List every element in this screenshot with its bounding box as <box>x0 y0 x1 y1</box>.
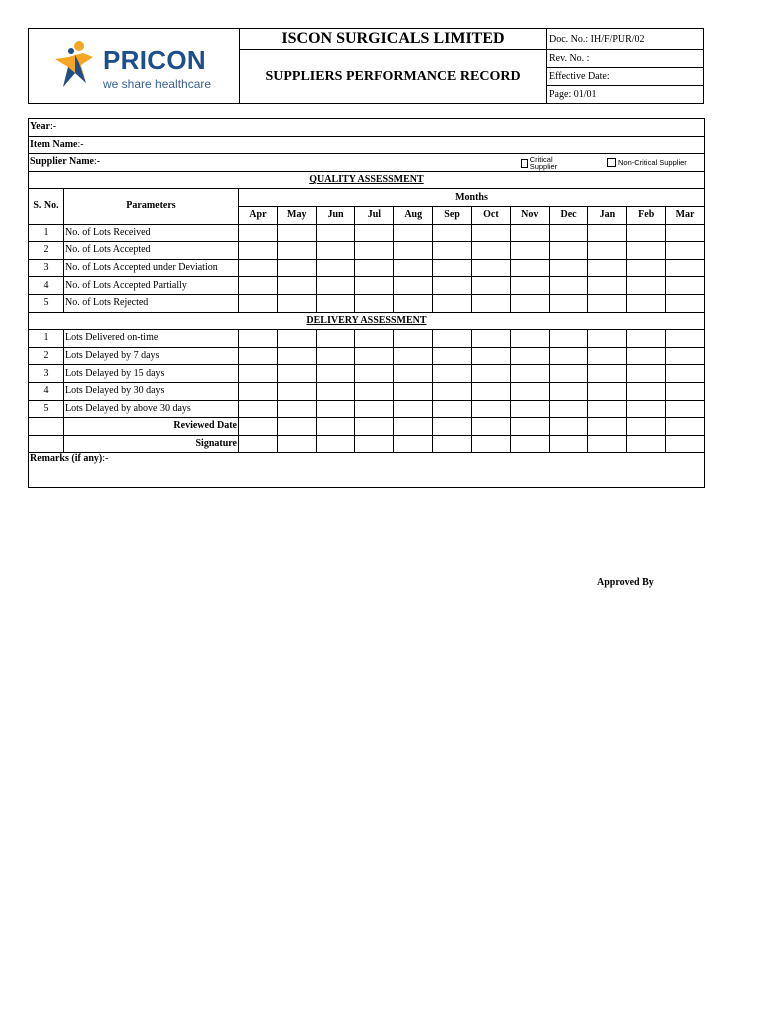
delivery-row-2-jul-cell[interactable] <box>355 347 394 365</box>
revision-number: Rev. No. : <box>547 50 704 68</box>
doc-number: Doc. No.: IH/F/PUR/02 <box>547 29 704 50</box>
effective-date: Effective Date: <box>547 68 704 86</box>
critical-supplier-option[interactable] <box>521 156 565 170</box>
month-header-mar: Mar <box>666 206 705 224</box>
reviewed-date-mar-cell[interactable] <box>666 418 705 436</box>
supplier-name-row <box>29 154 705 172</box>
signature-jul-cell[interactable] <box>355 435 394 453</box>
delivery-row-1-oct-cell[interactable] <box>471 330 510 348</box>
parameters-header: Parameters <box>64 189 239 224</box>
quality-row-5-may-cell[interactable] <box>277 294 316 312</box>
column-header-row <box>29 189 705 207</box>
quality-row-1-feb-cell[interactable] <box>627 224 666 242</box>
page-number: Page: 01/01 <box>547 86 704 104</box>
serial-number: 3 <box>29 259 64 277</box>
month-header-sep: Sep <box>433 206 472 224</box>
delivery-row-4-jun-cell[interactable] <box>316 382 355 400</box>
quality-row-4-jun-cell[interactable] <box>316 277 355 295</box>
quality-row-5-aug-cell[interactable] <box>394 294 433 312</box>
quality-row-4-feb-cell[interactable] <box>627 277 666 295</box>
quality-row-2-dec-cell[interactable] <box>549 242 588 260</box>
reviewed-date-jan-cell[interactable] <box>588 418 627 436</box>
quality-row-4-oct-cell[interactable] <box>471 277 510 295</box>
serial-number: 1 <box>29 330 64 348</box>
table-row <box>29 259 705 277</box>
quality-row-3-jun-cell[interactable] <box>316 259 355 277</box>
quality-row-4-nov-cell[interactable] <box>510 277 549 295</box>
quality-row-2-sep-cell[interactable] <box>433 242 472 260</box>
quality-row-1-dec-cell[interactable] <box>549 224 588 242</box>
month-header-jun: Jun <box>316 206 355 224</box>
delivery-row-1-jun-cell[interactable] <box>316 330 355 348</box>
quality-row-5-jul-cell[interactable] <box>355 294 394 312</box>
delivery-row-2-dec-cell[interactable] <box>549 347 588 365</box>
serial-number: 5 <box>29 294 64 312</box>
delivery-row-4-dec-cell[interactable] <box>549 382 588 400</box>
item-name-label: Item Name <box>30 138 78 150</box>
year-label: Year <box>30 121 50 133</box>
month-header-apr: Apr <box>239 206 278 224</box>
quality-row-3-nov-cell[interactable] <box>510 259 549 277</box>
signature-apr-cell[interactable] <box>239 435 278 453</box>
quality-row-5-sep-cell[interactable] <box>433 294 472 312</box>
quality-row-2-nov-cell[interactable] <box>510 242 549 260</box>
parameter-label: No. of Lots Accepted <box>64 242 239 260</box>
logo-cell <box>29 29 240 104</box>
delivery-row-5-jan-cell[interactable] <box>588 400 627 418</box>
quality-row-3-may-cell[interactable] <box>277 259 316 277</box>
quality-row-3-aug-cell[interactable] <box>394 259 433 277</box>
delivery-row-3-may-cell[interactable] <box>277 365 316 383</box>
quality-row-3-apr-cell[interactable] <box>239 259 278 277</box>
delivery-row-1-sep-cell[interactable] <box>433 330 472 348</box>
company-logo <box>53 37 223 93</box>
quality-row-4-dec-cell[interactable] <box>549 277 588 295</box>
reviewed-date-aug-cell[interactable] <box>394 418 433 436</box>
delivery-row-2-may-cell[interactable] <box>277 347 316 365</box>
delivery-row-2-jan-cell[interactable] <box>588 347 627 365</box>
quality-row-4-jul-cell[interactable] <box>355 277 394 295</box>
delivery-row-2-feb-cell[interactable] <box>627 347 666 365</box>
performance-table <box>28 118 705 488</box>
quality-row-1-may-cell[interactable] <box>277 224 316 242</box>
reviewed-date-jul-cell[interactable] <box>355 418 394 436</box>
item-name-field[interactable] <box>29 136 705 154</box>
table-row <box>29 224 705 242</box>
delivery-row-2-oct-cell[interactable] <box>471 347 510 365</box>
signature-aug-cell[interactable] <box>394 435 433 453</box>
month-header-feb: Feb <box>627 206 666 224</box>
reviewed-date-jun-cell[interactable] <box>316 418 355 436</box>
signature-jun-cell[interactable] <box>316 435 355 453</box>
table-row <box>29 330 705 348</box>
delivery-row-2-nov-cell[interactable] <box>510 347 549 365</box>
delivery-row-3-oct-cell[interactable] <box>471 365 510 383</box>
quality-title-row <box>29 171 705 189</box>
delivery-row-4-mar-cell[interactable] <box>666 382 705 400</box>
signature-sep-cell[interactable] <box>433 435 472 453</box>
noncritical-supplier-option[interactable] <box>607 158 687 167</box>
noncritical-supplier-label: Non-Critical Supplier <box>618 158 687 168</box>
quality-row-2-apr-cell[interactable] <box>239 242 278 260</box>
delivery-row-3-feb-cell[interactable] <box>627 365 666 383</box>
supplier-name-field[interactable] <box>29 154 705 172</box>
quality-row-4-aug-cell[interactable] <box>394 277 433 295</box>
delivery-row-4-jan-cell[interactable] <box>588 382 627 400</box>
delivery-row-1-jan-cell[interactable] <box>588 330 627 348</box>
company-name: ISCON SURGICALS LIMITED <box>240 29 547 50</box>
critical-supplier-label: Critical Supplier <box>529 155 558 172</box>
delivery-row-1-jul-cell[interactable] <box>355 330 394 348</box>
year-row <box>29 119 705 137</box>
month-header-may: May <box>277 206 316 224</box>
reviewed-date-apr-cell[interactable] <box>239 418 278 436</box>
delivery-row-4-sep-cell[interactable] <box>433 382 472 400</box>
serial-number: 1 <box>29 224 64 242</box>
quality-row-1-mar-cell[interactable] <box>666 224 705 242</box>
remarks-row <box>29 453 705 488</box>
quality-row-3-jul-cell[interactable] <box>355 259 394 277</box>
quality-row-3-jan-cell[interactable] <box>588 259 627 277</box>
serial-number: 3 <box>29 365 64 383</box>
reviewed-date-nov-cell[interactable] <box>510 418 549 436</box>
quality-row-4-sep-cell[interactable] <box>433 277 472 295</box>
year-field[interactable] <box>29 119 705 137</box>
document-header <box>28 28 704 104</box>
brand-tagline: we share healthcare <box>103 77 212 91</box>
quality-row-1-sep-cell[interactable] <box>433 224 472 242</box>
quality-row-1-oct-cell[interactable] <box>471 224 510 242</box>
delivery-row-3-apr-cell[interactable] <box>239 365 278 383</box>
serial-number: 2 <box>29 242 64 260</box>
quality-row-4-apr-cell[interactable] <box>239 277 278 295</box>
quality-row-1-nov-cell[interactable] <box>510 224 549 242</box>
quality-row-2-oct-cell[interactable] <box>471 242 510 260</box>
signature-dec-cell[interactable] <box>549 435 588 453</box>
month-header-aug: Aug <box>394 206 433 224</box>
quality-row-5-nov-cell[interactable] <box>510 294 549 312</box>
table-row <box>29 242 705 260</box>
delivery-row-1-feb-cell[interactable] <box>627 330 666 348</box>
delivery-row-5-feb-cell[interactable] <box>627 400 666 418</box>
critical-supplier-checkbox[interactable] <box>521 159 528 168</box>
table-row <box>29 347 705 365</box>
delivery-row-2-jun-cell[interactable] <box>316 347 355 365</box>
quality-row-2-may-cell[interactable] <box>277 242 316 260</box>
serial-number: 5 <box>29 400 64 418</box>
year-suffix: :- <box>50 121 57 133</box>
reviewed-date-feb-cell[interactable] <box>627 418 666 436</box>
quality-row-3-sep-cell[interactable] <box>433 259 472 277</box>
delivery-row-5-dec-cell[interactable] <box>549 400 588 418</box>
delivery-row-5-jul-cell[interactable] <box>355 400 394 418</box>
delivery-row-5-jun-cell[interactable] <box>316 400 355 418</box>
signature-mar-cell[interactable] <box>666 435 705 453</box>
quality-assessment-title: QUALITY ASSESSMENT <box>29 171 705 189</box>
quality-row-2-jun-cell[interactable] <box>316 242 355 260</box>
quality-row-1-jan-cell[interactable] <box>588 224 627 242</box>
remarks-field[interactable] <box>29 453 705 488</box>
sno-header: S. No. <box>29 189 64 224</box>
delivery-row-3-nov-cell[interactable] <box>510 365 549 383</box>
delivery-row-3-aug-cell[interactable] <box>394 365 433 383</box>
supplier-name-label: Supplier Name <box>30 156 94 168</box>
delivery-row-4-apr-cell[interactable] <box>239 382 278 400</box>
parameter-label: Lots Delayed by 7 days <box>64 347 239 365</box>
approved-by-label: Approved By <box>597 577 654 588</box>
delivery-row-1-mar-cell[interactable] <box>666 330 705 348</box>
quality-row-2-jan-cell[interactable] <box>588 242 627 260</box>
parameter-label: No. of Lots Accepted Partially <box>64 277 239 295</box>
delivery-row-2-apr-cell[interactable] <box>239 347 278 365</box>
quality-row-3-oct-cell[interactable] <box>471 259 510 277</box>
quality-row-5-dec-cell[interactable] <box>549 294 588 312</box>
table-row <box>29 277 705 295</box>
signature-may-cell[interactable] <box>277 435 316 453</box>
parameter-label: No. of Lots Accepted under Deviation <box>64 259 239 277</box>
parameter-label: Lots Delayed by 30 days <box>64 382 239 400</box>
quality-row-3-dec-cell[interactable] <box>549 259 588 277</box>
delivery-row-3-jun-cell[interactable] <box>316 365 355 383</box>
signature-nov-cell[interactable] <box>510 435 549 453</box>
delivery-row-4-oct-cell[interactable] <box>471 382 510 400</box>
signature-label: Signature <box>64 435 239 453</box>
delivery-row-4-jul-cell[interactable] <box>355 382 394 400</box>
delivery-row-5-apr-cell[interactable] <box>239 400 278 418</box>
delivery-row-5-may-cell[interactable] <box>277 400 316 418</box>
quality-row-4-may-cell[interactable] <box>277 277 316 295</box>
delivery-row-4-aug-cell[interactable] <box>394 382 433 400</box>
quality-row-5-feb-cell[interactable] <box>627 294 666 312</box>
quality-row-5-jun-cell[interactable] <box>316 294 355 312</box>
reviewed-date-may-cell[interactable] <box>277 418 316 436</box>
quality-row-2-aug-cell[interactable] <box>394 242 433 260</box>
reviewed-date-row <box>29 418 705 436</box>
months-header: Months <box>239 189 705 207</box>
quality-row-1-jul-cell[interactable] <box>355 224 394 242</box>
delivery-row-1-dec-cell[interactable] <box>549 330 588 348</box>
quality-row-4-mar-cell[interactable] <box>666 277 705 295</box>
serial-number: 4 <box>29 277 64 295</box>
delivery-row-2-sep-cell[interactable] <box>433 347 472 365</box>
delivery-row-3-dec-cell[interactable] <box>549 365 588 383</box>
quality-row-2-mar-cell[interactable] <box>666 242 705 260</box>
signature-feb-cell[interactable] <box>627 435 666 453</box>
delivery-row-1-nov-cell[interactable] <box>510 330 549 348</box>
delivery-row-1-apr-cell[interactable] <box>239 330 278 348</box>
delivery-row-3-jul-cell[interactable] <box>355 365 394 383</box>
delivery-row-1-may-cell[interactable] <box>277 330 316 348</box>
supplier-name-suffix: :- <box>94 156 101 168</box>
delivery-title-row <box>29 312 705 330</box>
quality-row-3-feb-cell[interactable] <box>627 259 666 277</box>
delivery-row-5-nov-cell[interactable] <box>510 400 549 418</box>
delivery-row-4-feb-cell[interactable] <box>627 382 666 400</box>
delivery-row-2-mar-cell[interactable] <box>666 347 705 365</box>
star-person-icon <box>53 37 97 93</box>
quality-row-3-mar-cell[interactable] <box>666 259 705 277</box>
form-title: SUPPLIERS PERFORMANCE RECORD <box>240 50 547 104</box>
parameter-label: Lots Delivered on-time <box>64 330 239 348</box>
month-header-jan: Jan <box>588 206 627 224</box>
table-row <box>29 400 705 418</box>
month-header-dec: Dec <box>549 206 588 224</box>
delivery-row-2-aug-cell[interactable] <box>394 347 433 365</box>
serial-number: 2 <box>29 347 64 365</box>
table-row <box>29 294 705 312</box>
quality-row-2-feb-cell[interactable] <box>627 242 666 260</box>
month-header-nov: Nov <box>510 206 549 224</box>
item-name-suffix: :- <box>77 138 84 150</box>
signature-jan-cell[interactable] <box>588 435 627 453</box>
delivery-row-4-may-cell[interactable] <box>277 382 316 400</box>
quality-row-1-apr-cell[interactable] <box>239 224 278 242</box>
signature-row <box>29 435 705 453</box>
quality-row-5-jan-cell[interactable] <box>588 294 627 312</box>
month-header-oct: Oct <box>471 206 510 224</box>
delivery-row-5-aug-cell[interactable] <box>394 400 433 418</box>
parameter-label: Lots Delayed by 15 days <box>64 365 239 383</box>
quality-row-1-aug-cell[interactable] <box>394 224 433 242</box>
delivery-row-1-aug-cell[interactable] <box>394 330 433 348</box>
noncritical-supplier-checkbox[interactable] <box>607 158 616 167</box>
delivery-row-4-nov-cell[interactable] <box>510 382 549 400</box>
delivery-row-5-mar-cell[interactable] <box>666 400 705 418</box>
reviewed-date-oct-cell[interactable] <box>471 418 510 436</box>
brand-name: PRICON <box>103 45 206 75</box>
quality-row-5-oct-cell[interactable] <box>471 294 510 312</box>
reviewed-date-sep-cell[interactable] <box>433 418 472 436</box>
reviewed-date-blank <box>29 418 64 436</box>
parameter-label: Lots Delayed by above 30 days <box>64 400 239 418</box>
parameter-label: No. of Lots Received <box>64 224 239 242</box>
delivery-row-3-sep-cell[interactable] <box>433 365 472 383</box>
remarks-suffix: :- <box>102 453 109 465</box>
delivery-row-3-mar-cell[interactable] <box>666 365 705 383</box>
month-header-jul: Jul <box>355 206 394 224</box>
delivery-row-5-oct-cell[interactable] <box>471 400 510 418</box>
parameter-label: No. of Lots Rejected <box>64 294 239 312</box>
table-row <box>29 365 705 383</box>
quality-row-1-jun-cell[interactable] <box>316 224 355 242</box>
reviewed-date-label: Reviewed Date <box>64 418 239 436</box>
delivery-row-3-jan-cell[interactable] <box>588 365 627 383</box>
quality-row-5-apr-cell[interactable] <box>239 294 278 312</box>
delivery-assessment-title: DELIVERY ASSESSMENT <box>29 312 705 330</box>
table-row <box>29 382 705 400</box>
serial-number: 4 <box>29 382 64 400</box>
signature-oct-cell[interactable] <box>471 435 510 453</box>
quality-row-2-jul-cell[interactable] <box>355 242 394 260</box>
item-name-row <box>29 136 705 154</box>
delivery-row-5-sep-cell[interactable] <box>433 400 472 418</box>
quality-row-5-mar-cell[interactable] <box>666 294 705 312</box>
remarks-label: Remarks (if any) <box>30 453 103 465</box>
signature-blank <box>29 435 64 453</box>
quality-row-4-jan-cell[interactable] <box>588 277 627 295</box>
reviewed-date-dec-cell[interactable] <box>549 418 588 436</box>
